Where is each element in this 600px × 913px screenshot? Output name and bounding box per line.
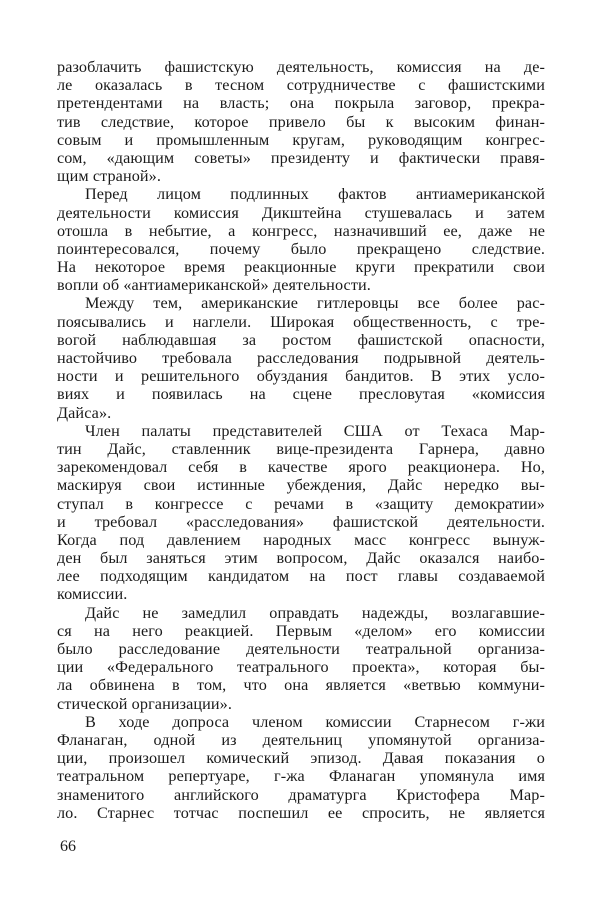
paragraph (57, 713, 545, 822)
text-line: ции «Федерального театрального проекта», которая бы- (57, 658, 545, 677)
paragraph (57, 604, 545, 713)
paragraph (57, 294, 545, 421)
text-line: ле оказалась в тесном сотрудничестве с фашистскими (57, 76, 545, 95)
text-line: вогой наблюдавшая за ростом фашистской опасности, (57, 330, 545, 349)
text-line: Между тем, американские гитлеровцы все более рас- (85, 294, 545, 313)
text-line: Дайс не замедлил оправдать надежды, возлагавшие- (85, 603, 545, 622)
text-line: Фланаган, одной из деятельниц упомянутой организа- (57, 730, 545, 749)
text-line: тив следствие, которое привело бы к высоким финан- (57, 112, 545, 131)
text-line: ся на него реакцией. Первым «делом» его комиссии (57, 621, 545, 640)
text-line: отошла в небытие, а конгресс, назначивший ее, даже не (57, 221, 545, 240)
text-line: комиссии. (57, 585, 128, 604)
text-line: ступал в конгрессе с речами в «защиту демократии» (57, 494, 545, 513)
text-line: поясывались и наглели. Широкая общественность, с тре- (57, 312, 545, 331)
text-line: ло. Старнес тотчас поспешил ее спросить, не является (57, 803, 545, 822)
text-line: В ходе допроса членом комиссии Старнесом г-жи (85, 712, 545, 731)
page-number: 66 (60, 838, 76, 855)
text-line: претендентами на власть; она покрыла заговор, прекра- (57, 94, 545, 113)
text-line: лее подходящим кандидатом на пост главы создаваемой (57, 567, 545, 586)
paragraph (57, 185, 545, 294)
text-line: настойчиво требовала расследования подрывной деятель- (57, 349, 545, 367)
text-line: знаменитого английского драматурга Кристофера Мар- (57, 785, 545, 804)
text-line: маскируя свои истинные убеждения, Дайс нередко вы- (57, 476, 545, 495)
text-line: Дайса». (57, 403, 112, 422)
text-line: совым и промышленным кругам, руководящим конгрес- (57, 130, 545, 149)
text-line: и требовал «расследования» фашистской деятельности. (57, 512, 545, 531)
paragraph (57, 58, 545, 185)
text-line: театральном репертуаре, г-жа Фланаган упомянула имя (57, 767, 545, 786)
book-page-text (57, 58, 545, 822)
text-line: щим страной». (57, 167, 162, 186)
text-line: разоблачить фашистскую деятельность, комиссия на де- (57, 58, 545, 76)
text-line: виях и появилась на сцене пресловутая «комиссия (57, 385, 545, 404)
text-line: ности и решительного обуздания бандитов. В этих усло- (57, 367, 545, 386)
text-line: Когда под давлением народных масс конгресс вынуж- (57, 530, 545, 549)
text-line: ции, произошел комический эпизод. Давая показания о (57, 749, 545, 768)
text-line: стической организации». (57, 694, 233, 713)
text-line: сом, «дающим советы» президенту и фактически правя- (57, 148, 545, 167)
text-line: ла обвинена в том, что она является «ветвью коммуни- (57, 676, 545, 695)
text-line: ден был заняться этим вопросом, Дайс оказался наибо- (57, 549, 545, 568)
text-line: вопли об «антиамериканской» деятельности. (57, 276, 371, 295)
text-line: Перед лицом подлинных фактов антиамериканской (85, 185, 545, 204)
paragraph (57, 422, 545, 604)
text-line: было расследование деятельности театральной организа- (57, 640, 545, 658)
text-line: Член палаты представителей США от Техаса Мар- (85, 421, 545, 440)
text-line: деятельности комиссия Дикштейна стушевалась и затем (57, 203, 545, 222)
text-line: поинтересовался, почему было прекращено следствие. (57, 239, 545, 258)
text-line: зарекомендовал себя в качестве ярого реакционера. Но, (57, 458, 545, 477)
text-line: На некоторое время реакционные круги прекратили свои (57, 258, 545, 277)
text-line: тин Дайс, ставленник вице-президента Гарнера, давно (57, 439, 545, 458)
